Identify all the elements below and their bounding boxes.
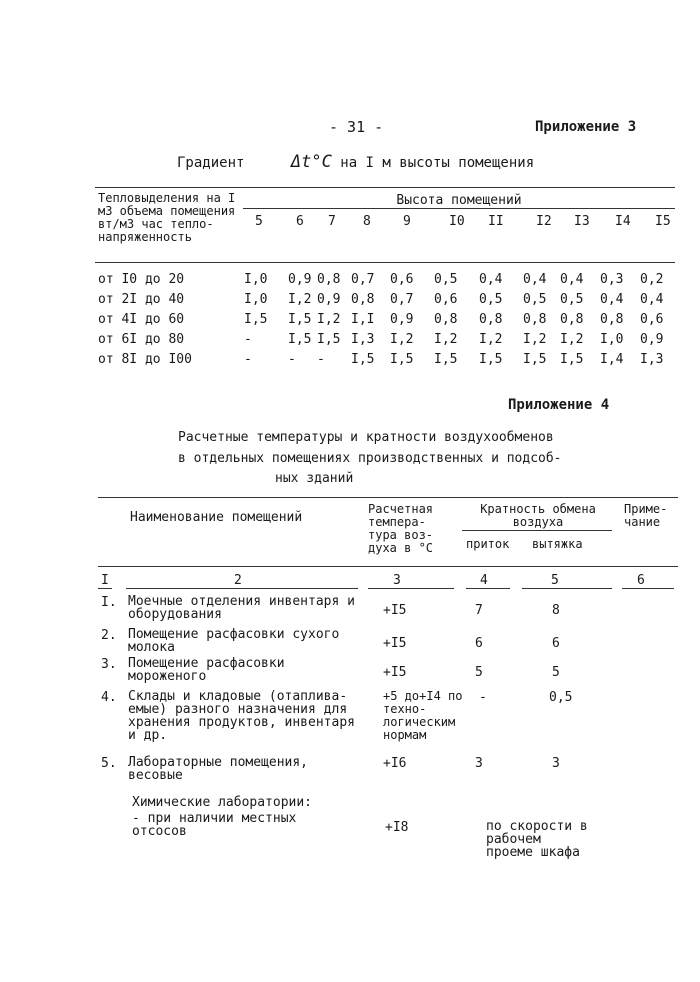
gradient-value: I,2	[288, 292, 312, 307]
gradient-value: 0,4	[640, 292, 664, 307]
gradient-value: -	[244, 352, 252, 367]
room-name: Лабораторные помещения, весовые	[128, 755, 309, 783]
gradient-value: I,2	[523, 332, 547, 347]
gradient-table-top-rule	[95, 187, 675, 188]
exhaust-rate: 0,5	[549, 690, 573, 705]
delta-t-symbol: Δt°C	[290, 152, 332, 172]
gradient-title-suffix: на I м высоты помещения	[340, 155, 535, 171]
gradient-value: 0,8	[317, 272, 341, 287]
appendix-4-title-line-1: Расчетные температуры и кратности воздухообменов	[178, 430, 554, 445]
gradient-value: 0,8	[434, 312, 458, 327]
gradient-value: 0,4	[523, 272, 547, 287]
room-name: Помещение расфасовки мороженого	[128, 656, 285, 684]
col-number-1: I	[101, 573, 109, 588]
height-value: I5	[655, 214, 671, 229]
row-number: 5.	[101, 756, 117, 771]
height-value: 8	[363, 214, 371, 229]
exhaust-rate: 5	[552, 665, 560, 680]
room-name: Склады и кладовые (отаплива-емые) разного назначения для хранения продуктов, инвентаря и др.	[128, 689, 355, 743]
col-temp-header: Расчетная темпера-тура воз-духа в °С	[368, 502, 434, 555]
supply-rate: 5	[475, 665, 483, 680]
room-temp: +I5	[383, 665, 407, 680]
gradient-value: 0,9	[288, 272, 312, 287]
row-number: 3.	[101, 657, 117, 672]
gradient-value: I,5	[390, 352, 414, 367]
supply-rate: -	[479, 690, 487, 705]
col-number-4: 4	[480, 573, 488, 588]
gradient-value: 0,4	[560, 272, 584, 287]
gradient-value: I,0	[244, 272, 268, 287]
height-value: I3	[574, 214, 590, 229]
gradient-value: I,5	[434, 352, 458, 367]
heat-range-label: от 4I до 60	[98, 312, 185, 327]
col-number-2: 2	[234, 573, 242, 588]
gradient-title	[177, 152, 534, 172]
gradient-value: 0,9	[317, 292, 341, 307]
height-value: II	[488, 214, 504, 229]
height-header: Высота помещений	[396, 193, 522, 208]
height-header-underline	[243, 208, 675, 209]
gradient-value: 0,4	[479, 272, 503, 287]
height-value: I0	[449, 214, 465, 229]
chem-lab-temp: +I8	[385, 820, 409, 835]
gradient-value: 0,6	[390, 272, 414, 287]
gradient-value: 0,6	[640, 312, 664, 327]
height-value: 9	[403, 214, 411, 229]
supply-rate: 7	[475, 603, 483, 618]
gradient-value: 0,6	[434, 292, 458, 307]
appendix-4-title-line-2: в отдельных помещениях производственных и подсоб-	[178, 451, 562, 466]
exhaust-rate: 6	[552, 636, 560, 651]
chem-lab-item: - при наличии местных отсосов	[132, 811, 297, 839]
appendix-3-label: Приложение 3	[535, 119, 637, 135]
gradient-value: I,2	[479, 332, 503, 347]
temp-table-top-rule	[98, 497, 678, 498]
gradient-value: -	[244, 332, 252, 347]
gradient-value: I,5	[560, 352, 584, 367]
gradient-value: I,5	[523, 352, 547, 367]
gradient-value: 0,8	[523, 312, 547, 327]
temp-table-header-rule	[98, 566, 678, 567]
gradient-value: 0,5	[479, 292, 503, 307]
gradient-value: 0,7	[351, 272, 375, 287]
exhaust-rate: 3	[552, 756, 560, 771]
height-number-row	[243, 214, 675, 230]
gradient-value: 0,5	[523, 292, 547, 307]
height-value: 6	[296, 214, 304, 229]
chem-lab-rate: по скорости в рабочем проеме шкафа	[486, 819, 588, 860]
gradient-value: 0,9	[640, 332, 664, 347]
heat-range-label: от 8I до I00	[98, 352, 192, 367]
gradient-value: 0,9	[390, 312, 414, 327]
chem-lab-heading: Химические лаборатории:	[132, 795, 313, 810]
col-number-3: 3	[393, 573, 401, 588]
row-number: I.	[101, 595, 117, 610]
room-name: Моечные отделения инвентаря и оборудования	[128, 594, 355, 622]
gradient-value: I,5	[288, 332, 312, 347]
heat-range-label: от I0 до 20	[98, 272, 185, 287]
gradient-value: 0,8	[600, 312, 624, 327]
gradient-value: I,2	[434, 332, 458, 347]
appendix-4-label: Приложение 4	[508, 397, 610, 413]
gradient-value: I,3	[640, 352, 664, 367]
page-number: - 31 -	[329, 118, 384, 136]
gradient-value: I,I	[351, 312, 375, 327]
room-temp: +5 до+I4 по техно-логическим нормам	[383, 689, 463, 742]
gradient-value: I,5	[288, 312, 312, 327]
room-name: Помещение расфасовки сухого молока	[128, 627, 340, 655]
row-number: 4.	[101, 690, 117, 705]
gradient-value: I,2	[317, 312, 341, 327]
col-number-underline-4	[466, 588, 510, 589]
col-number-underline-2	[126, 588, 358, 589]
gradient-value: I,0	[244, 292, 268, 307]
col-name-header: Наименование помещений	[130, 510, 303, 525]
room-temp: +I5	[383, 603, 407, 618]
gradient-value: I,2	[390, 332, 414, 347]
col-rate-header: Кратность обмена воздуха	[480, 502, 596, 529]
gradient-value: 0,2	[640, 272, 664, 287]
gradient-value: I,0	[600, 332, 624, 347]
height-value: 7	[328, 214, 336, 229]
gradient-value: I,5	[351, 352, 375, 367]
gradient-value: 0,7	[390, 292, 414, 307]
gradient-title-prefix: Градиент	[177, 155, 245, 171]
gradient-value: 0,4	[600, 292, 624, 307]
room-temp: +I6	[383, 756, 407, 771]
col-note-header: Приме-чание	[624, 502, 668, 529]
gradient-value: I,5	[479, 352, 503, 367]
gradient-table-header-rule	[95, 262, 675, 263]
height-value: I2	[536, 214, 552, 229]
gradient-value: I,4	[600, 352, 624, 367]
gradient-value: 0,8	[351, 292, 375, 307]
row-number: 2.	[101, 628, 117, 643]
col-exhaust-header: вытяжка	[532, 537, 583, 551]
heat-range-label: от 2I до 40	[98, 292, 185, 307]
appendix-4-title-line-3: ных зданий	[275, 471, 354, 486]
col-supply-header: приток	[466, 537, 510, 551]
gradient-value: -	[288, 352, 296, 367]
gradient-value: I,3	[351, 332, 375, 347]
gradient-value: 0,3	[600, 272, 624, 287]
gradient-value: I,2	[560, 332, 584, 347]
col-number-underline-5	[522, 588, 612, 589]
exhaust-rate: 8	[552, 603, 560, 618]
supply-rate: 6	[475, 636, 483, 651]
height-value: 5	[255, 214, 263, 229]
temp-table-rate-underline	[462, 530, 612, 531]
col-number-underline-3	[368, 588, 454, 589]
gradient-value: 0,5	[434, 272, 458, 287]
gradient-value: -	[317, 352, 325, 367]
gradient-value: 0,8	[479, 312, 503, 327]
supply-rate: 3	[475, 756, 483, 771]
col-number-underline-1	[98, 588, 112, 589]
room-temp: +I5	[383, 636, 407, 651]
gradient-value: 0,5	[560, 292, 584, 307]
gradient-value: I,5	[244, 312, 268, 327]
col-number-6: 6	[637, 573, 645, 588]
col-number-5: 5	[551, 573, 559, 588]
gradient-value: 0,8	[560, 312, 584, 327]
heat-range-label: от 6I до 80	[98, 332, 185, 347]
col-number-underline-6	[622, 588, 674, 589]
heat-release-header: Тепловыделения на I м3 объема помещения вт/м3 час тепло-напряженность	[98, 191, 236, 244]
height-value: I4	[615, 214, 631, 229]
gradient-value: I,5	[317, 332, 341, 347]
